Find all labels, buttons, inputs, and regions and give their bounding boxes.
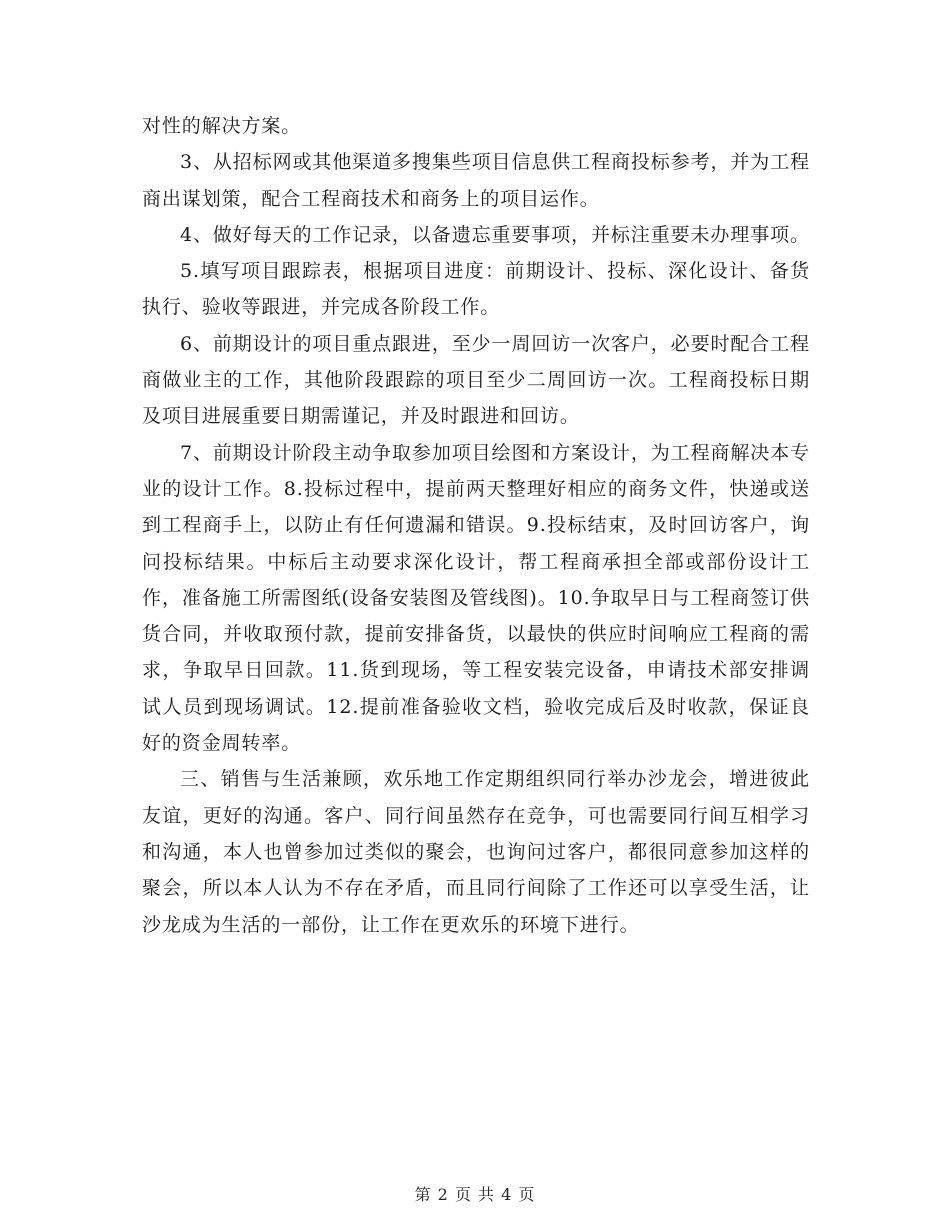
paragraph-item-6: 6、前期设计的项目重点跟进，至少一周回访一次客户，必要时配合工程商做业主的工作，其他阶段跟踪的项目至少二周回访一次。工程商投标日期及项目进展重要日期需谨记，并及时跟进和回访。 [142,332,810,428]
document-body [142,108,810,943]
paragraph-item-5: 5.填写项目跟踪表，根据项目进度：前期设计、投标、深化设计、备货执行、验收等跟进，并完成各阶段工作。 [142,260,810,319]
paragraph-section-3: 三、销售与生活兼顾，欢乐地工作定期组织同行举办沙龙会，增进彼此友谊，更好的沟通。客户、同行间虽然存在竞争，可也需要同行间互相学习和沟通，本人也曾参加过类似的聚会，也询问过客户，都很同意参加这样的聚会，所以本人认为不存在矛盾，而且同行间除了工作还可以享受生活，让沙龙成为生活的一部份，让工作在更欢乐的环境下进行。 [142,768,810,936]
paragraph-item-7-12: 7、前期设计阶段主动争取参加项目绘图和方案设计，为工程商解决本专业的设计工作。8.投标过程中，提前两天整理好相应的商务文件，快递或送到工程商手上，以防止有任何遗漏和错误。9.投标结束，及时回访客户，询问投标结果。中标后主动要求深化设计，帮工程商承担全部或部份设计工作，准备施工所需图纸(设备安装图及管线图)。10.争取早日与工程商签订供货合同，并收取预付款，提前安排备货，以最快的供应时间响应工程商的需求，争取早日回款。11.货到现场，等工程安装完设备，申请技术部安排调试人员到现场调试。12.提前准备验收文档，验收完成后及时收款，保证良好的资金周转率。 [142,441,810,755]
paragraph-item-3: 3、从招标网或其他渠道多搜集些项目信息供工程商投标参考，并为工程商出谋划策，配合工程商技术和商务上的项目运作。 [142,151,810,210]
paragraph-continuation: 对性的解决方案。 [142,115,302,137]
paragraph-item-4: 4、做好每天的工作记录，以备遗忘重要事项，并标注重要未办理事项。 [180,223,810,246]
page-number-footer: 第 2 页 共 4 页 [414,1185,536,1204]
